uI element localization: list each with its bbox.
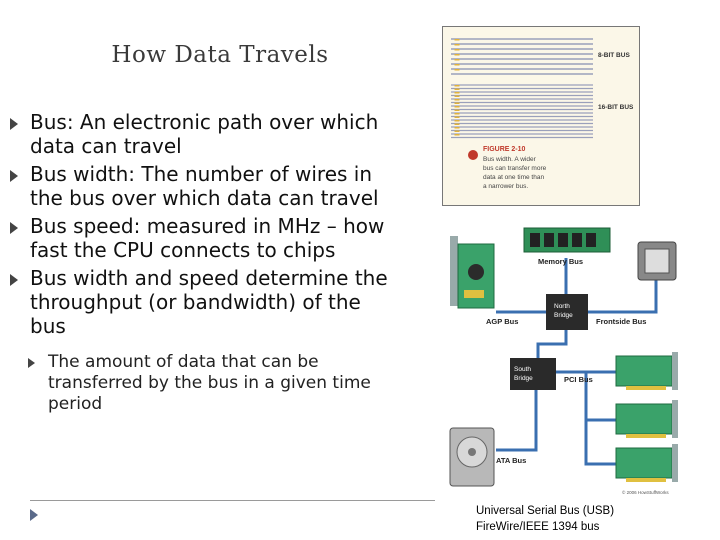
label-8bit: 8-BIT BUS [598,52,630,59]
bullet-text: Bus: An electronic path over which data can travel [30,110,379,158]
bullet-item [10,266,390,338]
agp-card [450,236,494,308]
north-bridge-label: Bridge [554,312,573,319]
bullet-arrow-icon [10,222,18,234]
bullet-text: Bus width and speed determine the throughput (or bandwidth) of the bus [30,266,388,338]
figure-text-line: a narrower bus. [483,183,529,190]
memory-module [524,228,610,252]
figure-text-line: Bus width. A wider [483,156,536,163]
memory-bus-label: Memory Bus [538,257,584,266]
sub-bullet-text: The amount of data that can be transferred by the bus in a given time period [48,352,371,414]
bullet-text: Bus speed: measured in MHz – how fast the CPU connects to chips [30,214,385,262]
bus-width-figure [442,26,640,206]
bus-architecture-figure [446,222,698,498]
bus-width-illustration [443,27,639,205]
hard-drive [450,428,494,486]
figure-text-line: bus can transfer more [483,165,547,172]
pci-card [616,352,678,390]
sub-bullet-arrow-icon [28,358,35,368]
pci-card [616,400,678,438]
figure-text-line: data at one time than [483,174,545,181]
frontside-bus-label: Frontside Bus [596,317,647,326]
bullet-item [10,214,390,262]
bullet-arrow-icon [10,118,18,130]
bullet-arrow-icon [10,274,18,286]
bullet-item [10,110,390,158]
caption-line: Universal Serial Bus (USB) [476,505,615,517]
footer-divider [30,500,435,501]
agp-bus-label: AGP Bus [486,317,519,326]
cpu-chip [638,242,676,280]
8-bit-bus-lines [451,39,593,74]
ata-bus-label: ATA Bus [496,456,527,465]
north-bridge-label: North [554,303,570,310]
slide-title: How Data Travels [111,42,329,68]
sub-bullet-item [10,352,378,415]
pci-card [616,444,678,482]
figure-logo-icon [468,150,478,160]
bullet-text: Bus width: The number of wires in the bus over which data can travel [30,162,379,210]
bus-caption [476,503,614,535]
south-bridge-label: South [514,366,531,373]
copyright-text: © 2006 HowStuffWorks [622,490,669,495]
bus-architecture-illustration [446,222,698,498]
south-bridge-chip [510,358,556,390]
footer-arrow-icon [30,509,38,521]
caption-line: FireWire/IEEE 1394 bus [476,521,600,533]
bullet-list [10,110,390,415]
16-bit-bus-lines [451,85,593,138]
label-16bit: 16-BIT BUS [598,104,634,111]
figure-number: FIGURE 2-10 [483,146,526,153]
bullet-item [10,162,390,210]
bullet-arrow-icon [10,170,18,182]
south-bridge-label: Bridge [514,375,533,382]
pci-bus-label: PCI Bus [564,375,593,384]
